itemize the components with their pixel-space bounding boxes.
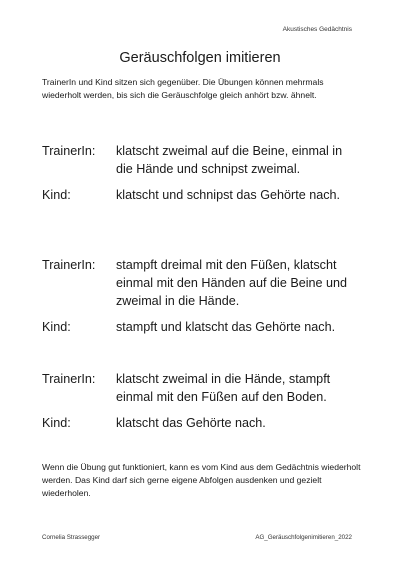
child-instruction: klatscht und schnipst das Gehörte nach. xyxy=(116,188,341,202)
child-line xyxy=(42,186,362,204)
speaker-label-child: Kind: xyxy=(42,320,71,334)
footer-author: Cornelia Strassegger xyxy=(42,534,101,541)
exercise-2 xyxy=(42,256,362,336)
page-title: Geräuschfolgen imitieren xyxy=(119,50,281,66)
outro-paragraph: Wenn die Übung gut funktioniert, kann es vom Kind aus dem Gedächtnis wiederholt werden. Das Kind darf sich gerne eigene Abfolgen ausdenken und gezielt wiederholen. xyxy=(42,462,361,498)
speaker-label-trainer: TrainerIn: xyxy=(42,258,96,272)
exercise-3 xyxy=(42,370,362,432)
speaker-label-child: Kind: xyxy=(42,416,71,430)
speaker-label-trainer: TrainerIn: xyxy=(42,144,96,158)
footer-document-id: AG_Geräuschfolgenimitieren_2022 xyxy=(255,534,352,541)
speaker-label-child: Kind: xyxy=(42,188,71,202)
intro-paragraph: TrainerIn und Kind sitzen sich gegenüber. Die Übungen können mehrmals wiederholt werden, bis sich die Geräuschfolge gleich anhört bzw. ähnelt. xyxy=(42,77,324,100)
trainer-instruction: stampft dreimal mit den Füßen, klatscht einmal mit den Händen auf die Beine und zweimal in die Hände. xyxy=(116,258,348,308)
child-instruction: stampft und klatscht das Gehörte nach. xyxy=(116,320,336,334)
exercise-1 xyxy=(42,142,362,204)
trainer-line xyxy=(42,256,362,310)
trainer-instruction: klatscht zweimal in die Hände, stampft einmal mit den Füßen auf den Boden. xyxy=(116,372,331,404)
trainer-line xyxy=(42,370,362,406)
child-instruction: klatscht das Gehörte nach. xyxy=(116,416,266,430)
header-topic: Akustisches Gedächtnis xyxy=(282,26,352,33)
trainer-instruction: klatscht zweimal auf die Beine, einmal in die Hände und schnipst zweimal. xyxy=(116,144,343,176)
speaker-label-trainer: TrainerIn: xyxy=(42,372,96,386)
trainer-line xyxy=(42,142,362,178)
child-line xyxy=(42,318,362,336)
child-line xyxy=(42,414,362,432)
